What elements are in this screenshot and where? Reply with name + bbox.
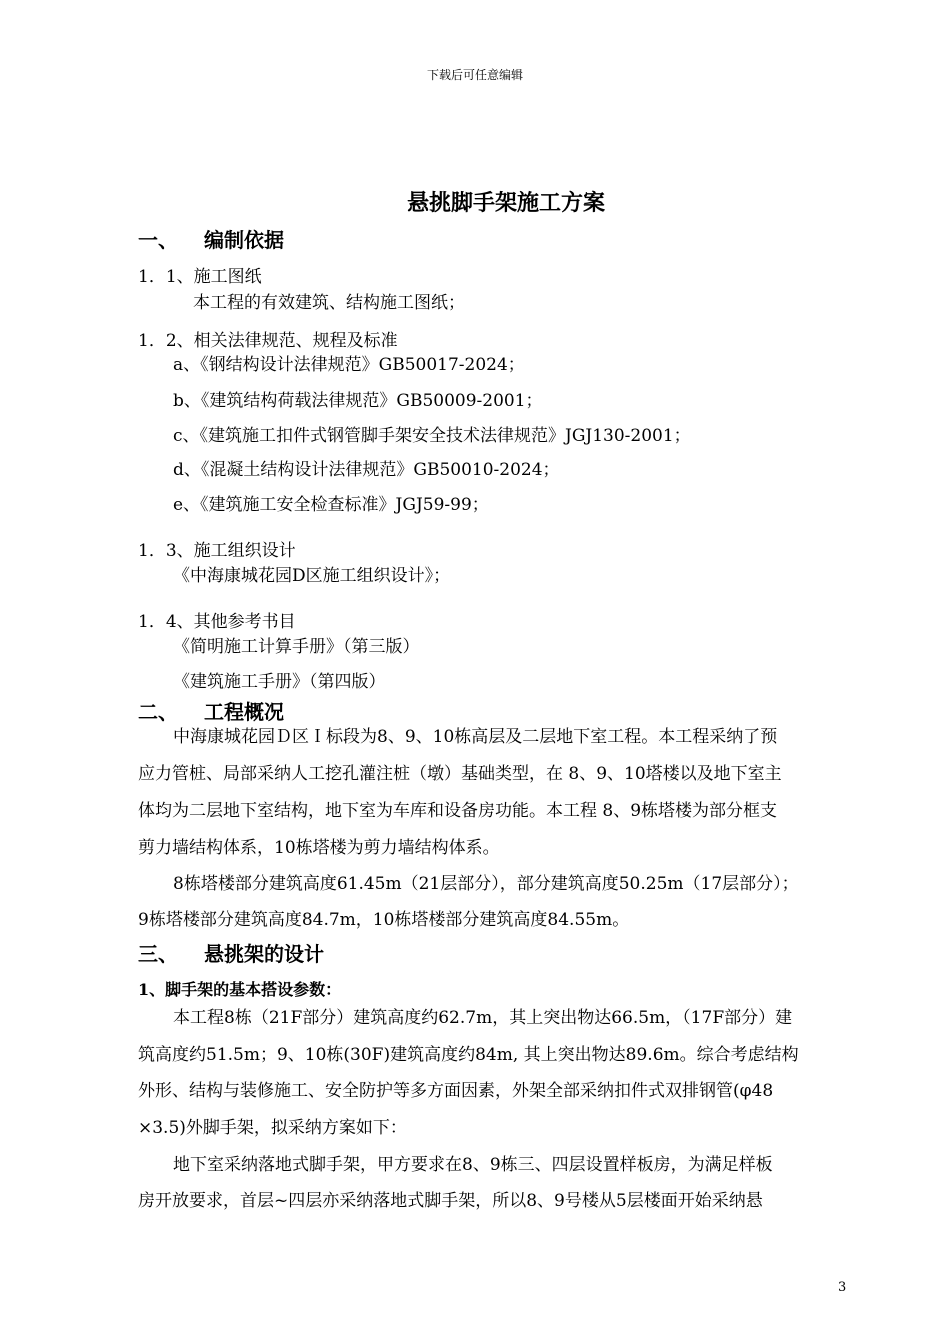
paragraph-line: 外形、结构与装修施工、安全防护等多方面因素，外架全部采纳扣件式双排钢管(φ48 xyxy=(138,1081,774,1101)
subsection-1-4-heading: 1．4、其他参考书目 xyxy=(138,612,296,632)
subsection-1-3-heading: 1．3、施工组织设计 xyxy=(138,541,296,561)
section-3-title: 悬挑架的设计 xyxy=(204,942,324,966)
section-2-title: 工程概况 xyxy=(204,700,284,724)
list-item: b、《建筑结构荷载法律规范》GB50009-2001； xyxy=(173,391,543,411)
section-1-title: 编制依据 xyxy=(204,228,284,252)
section-3-subheading: 1、脚手架的基本搭设参数： xyxy=(138,980,342,999)
paragraph-line: 应力管桩、局部采纳人工挖孔灌注桩（墩）基础类型，在 8、9、10塔楼以及地下室主 xyxy=(138,764,782,784)
list-item: 《简明施工计算手册》（第三版） xyxy=(173,637,420,657)
paragraph-line: 8栋塔楼部分建筑高度61.45m（21层部分），部分建筑高度50.25m（17层部分）； xyxy=(173,874,799,894)
subsection-1-1-heading: 1．1、施工图纸 xyxy=(138,267,262,287)
subsection-1-3-body: 《中海康城花园D区施工组织设计》； xyxy=(173,566,451,586)
paragraph-line: 体均为二层地下室结构，地下室为车库和设备房功能。本工程 8、9栋塔楼为部分框支 xyxy=(138,801,778,821)
section-3-heading xyxy=(138,938,324,967)
section-1-number: 一、 xyxy=(138,228,178,252)
page-header: 下载后可任意编辑 xyxy=(426,68,523,82)
document-title: 悬挑脚手架施工方案 xyxy=(406,190,605,216)
list-item: c、《建筑施工扣件式钢管脚手架安全技术法律规范》JGJ130-2001； xyxy=(173,426,691,446)
paragraph-line: 房开放要求，首层~四层亦采纳落地式脚手架，所以8、9号楼从5层楼面开始采纳悬 xyxy=(138,1191,763,1211)
page-number: 3 xyxy=(838,1280,847,1295)
paragraph-line: 本工程8栋（21F部分）建筑高度约62.7m，其上突出物达66.5m，（17F部分）建 xyxy=(173,1008,793,1028)
paragraph-line: 9栋塔楼部分建筑高度84.7m，10栋塔楼部分建筑高度84.55m。 xyxy=(138,910,630,930)
list-item: a、《钢结构设计法律规范》GB50017-2024； xyxy=(173,355,525,375)
paragraph-line: 筑高度约51.5m；9、10栋(30F)建筑高度约84m, 其上突出物达89.6m。综合考虑结构 xyxy=(138,1045,799,1065)
section-2-heading xyxy=(138,696,284,725)
paragraph-line: ×3.5)外脚手架，拟采纳方案如下： xyxy=(138,1118,407,1138)
subsection-1-1-body: 本工程的有效建筑、结构施工图纸； xyxy=(193,293,465,313)
section-3-number: 三、 xyxy=(138,942,178,966)
list-item: 《建筑施工手册》（第四版） xyxy=(173,672,386,692)
section-1-heading xyxy=(138,224,284,253)
list-item: e、《建筑施工安全检查标准》JGJ59-99； xyxy=(173,495,489,515)
list-item: d、《混凝土结构设计法律规范》GB50010-2024； xyxy=(173,460,560,480)
paragraph-line: 地下室采纳落地式脚手架，甲方要求在8、9栋三、四层设置样板房，为满足样板 xyxy=(173,1155,773,1175)
paragraph-line: 中海康城花园Ｄ区Ｉ标段为8、9、10栋高层及二层地下室工程。本工程采纳了预 xyxy=(173,727,778,747)
subsection-1-2-heading: 1．2、相关法律规范、规程及标准 xyxy=(138,331,398,351)
paragraph-line: 剪力墙结构体系，10栋塔楼为剪力墙结构体系。 xyxy=(138,838,500,858)
section-2-number: 二、 xyxy=(138,700,178,724)
